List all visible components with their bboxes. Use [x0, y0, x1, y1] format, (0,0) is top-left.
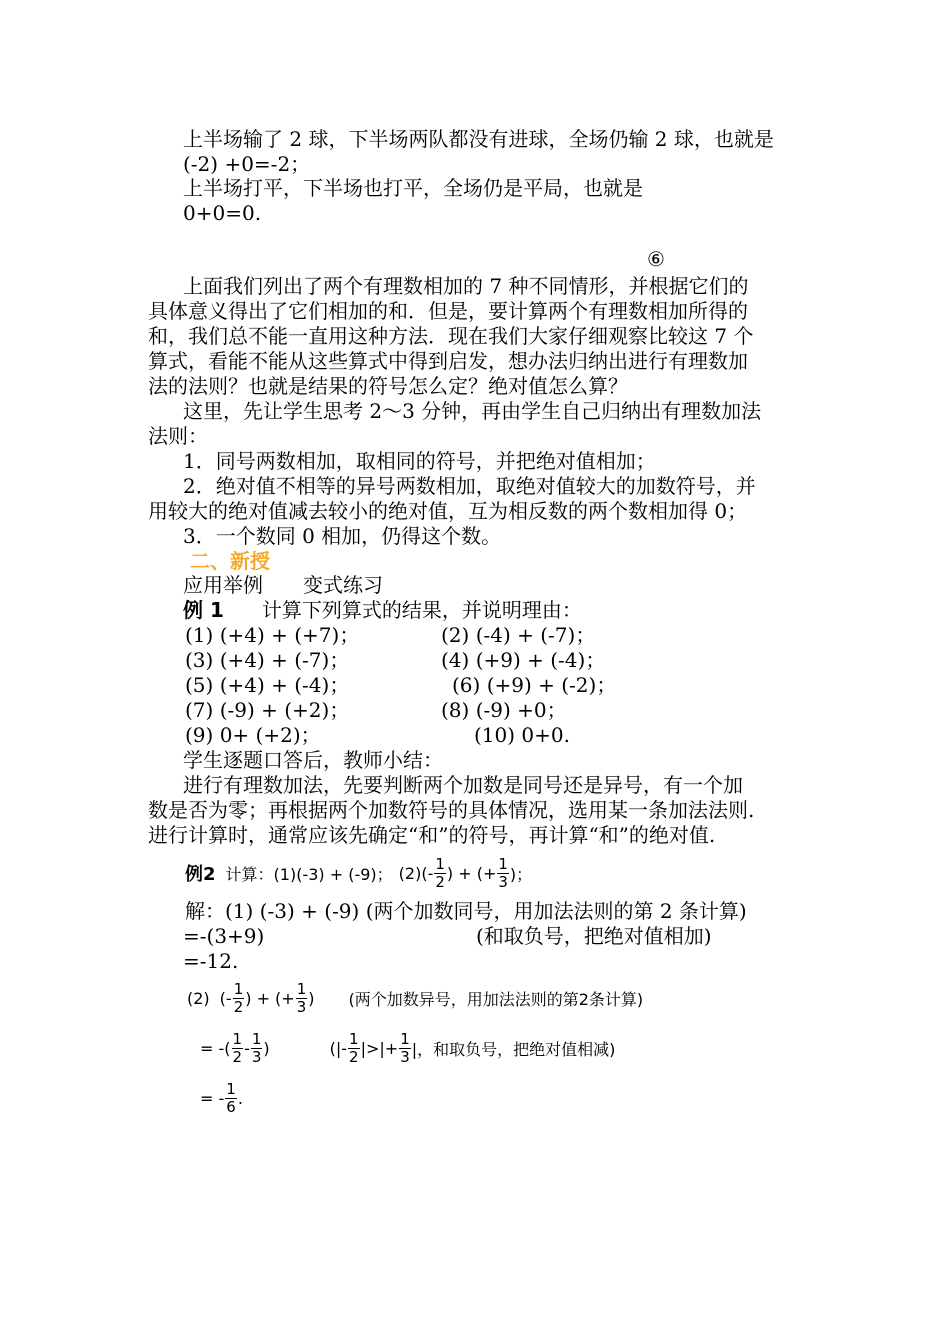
fraction-one-half: $\frac{1}{2}$ [232, 1029, 243, 1066]
rule-1: 1．同号两数相加，取相同的符号，并把绝对值相加； [183, 449, 656, 473]
solution-step-3-note-mid: |>|+ [360, 1038, 399, 1058]
example1-label: 例 1 [183, 598, 224, 622]
solution-step-4-close: . [237, 1088, 243, 1108]
summary-line-1: 学生逐题口答后，教师小结： [183, 748, 443, 772]
solution-step-3-mid: - [244, 1038, 250, 1058]
solution-line-2-right: (和取负号，把绝对值相加) [476, 924, 712, 948]
solution-step-2 [187, 977, 643, 1019]
rule-3: 3．一个数同 0 相加，仍得这个数。 [183, 524, 502, 548]
example1-item-10: (10) 0+0. [474, 723, 570, 747]
example1-prompt: 计算下列算式的结果，并说明理由： [261, 598, 582, 622]
summary-line-4: 进行计算时，通常应该先确定“和”的符号，再计算“和”的绝对值. [148, 823, 716, 847]
example1-item-4: (4) (+9) + (-4)； [441, 648, 606, 672]
intro-line-3: 上半场打平，下半场也打平，全场仍是平局，也就是 [183, 176, 643, 200]
example2-part1: (1)(-3) + (-9)； [273, 864, 393, 884]
example1-item-1: (1) (+4) + (+7)； [185, 623, 360, 647]
solution-step-2-label: (2) [187, 988, 210, 1008]
intro-line-1: 上半场输了 2 球，下半场两队都没有进球，全场仍输 2 球，也就是 [183, 127, 774, 151]
rule-2: 2．绝对值不相等的异号两数相加，取绝对值较大的加数符号，并 [183, 474, 756, 498]
solution-step-2-note: (两个加数异号，用加法法则的第2条计算) [348, 989, 644, 1009]
fraction-one-half: $\frac{1}{2}$ [349, 1029, 359, 1066]
example1-item-3: (3) (+4) + (-7)； [185, 648, 350, 672]
solution-step-3-note-open: (|- [329, 1038, 348, 1058]
solution-step-3-note-close: |，和取负号，把绝对值相减) [411, 1039, 616, 1059]
paragraph1-line-5: 法的法则？也就是结果的符号怎么定？绝对值怎么算？ [148, 374, 628, 398]
example1-header [183, 598, 582, 622]
fraction-one-third: $\frac{1}{3}$ [296, 979, 307, 1016]
solution-line-2-left: =-(3+9) [183, 924, 265, 948]
example1-item-2: (2) (-4) + (-7)； [441, 623, 596, 647]
solution-line-1: 解：(1) (-3) + (-9) (两个加数同号，用加法法则的第 2 条计算) [185, 899, 747, 923]
fraction-one-half: $\frac{1}{2}$ [233, 979, 244, 1016]
example2-part2-close: )； [509, 864, 533, 884]
example1-item-9: (9) 0+ (+2)； [185, 723, 321, 747]
intro-line-2: (-2) +0=-2； [183, 152, 311, 176]
example1-item-6: (6) (+9) + (-2)； [452, 673, 617, 697]
paragraph2-line-1: 这里，先让学生思考 2～3 分钟，再由学生自己归纳出有理数加法 [183, 399, 762, 423]
paragraph2-line-2: 法则： [148, 424, 208, 448]
solution-step-2-mid: ) + (+ [245, 988, 295, 1008]
paragraph1-line-1: 上面我们列出了两个有理数相加的 7 种不同情形，并根据它们的 [183, 274, 749, 298]
summary-line-2: 进行有理数加法，先要判断两个加数是同号还是异号，有一个加 [183, 773, 743, 797]
fraction-one-third: $\frac{1}{3}$ [498, 854, 508, 891]
circled-marker: ⑥ [647, 247, 665, 271]
example1-item-5: (5) (+4) + (-4)； [185, 673, 350, 697]
fraction-one-sixth: $\frac{1}{6}$ [226, 1079, 236, 1116]
fraction-one-third: $\frac{1}{3}$ [400, 1029, 410, 1066]
subheading: 应用举例 变式练习 [183, 573, 383, 597]
solution-step-3 [200, 1027, 615, 1069]
solution-step-2-open: (- [219, 988, 232, 1008]
paragraph1-line-3: 和，我们总不能一直用这种方法．现在我们大家仔细观察比较这 7 个 [148, 324, 754, 348]
fraction-one-third: $\frac{1}{3}$ [251, 1029, 262, 1066]
example2-part2-mid: ) + (+ [446, 863, 497, 883]
solution-line-3: =-12. [183, 949, 239, 973]
solution-step-2-close: ) [308, 988, 315, 1008]
example1-item-7: (7) (-9) + (+2)； [185, 698, 350, 722]
summary-line-3: 数是否为零；再根据两个加数符号的具体情况，选用某一条加法法则. [148, 798, 755, 822]
section-heading: 二、新授 [190, 549, 270, 573]
solution-step-4-open: = - [200, 1088, 225, 1108]
solution-step-4 [200, 1077, 243, 1119]
solution-step-3-close: ) [263, 1038, 270, 1058]
example2-calc: 计算： [225, 864, 274, 884]
rule-2-continued: 用较大的绝对值减去较小的绝对值，互为相反数的两个数相加得 0； [148, 499, 748, 523]
solution-step-3-open: = -( [200, 1038, 231, 1058]
example1-item-8: (8) (-9) +0； [441, 698, 567, 722]
fraction-one-half: $\frac{1}{2}$ [435, 854, 445, 891]
example2-label: 例2 [185, 864, 216, 885]
example2-line [185, 852, 532, 894]
paragraph1-line-2: 具体意义得出了它们相加的和．但是，要计算两个有理数相加所得的 [148, 299, 748, 323]
paragraph1-line-4: 算式，看能不能从这些算式中得到启发，想办法归纳出进行有理数加 [148, 349, 748, 373]
intro-line-4: 0+0=0. [183, 201, 262, 225]
example2-part2-open: (2)(- [398, 863, 434, 883]
